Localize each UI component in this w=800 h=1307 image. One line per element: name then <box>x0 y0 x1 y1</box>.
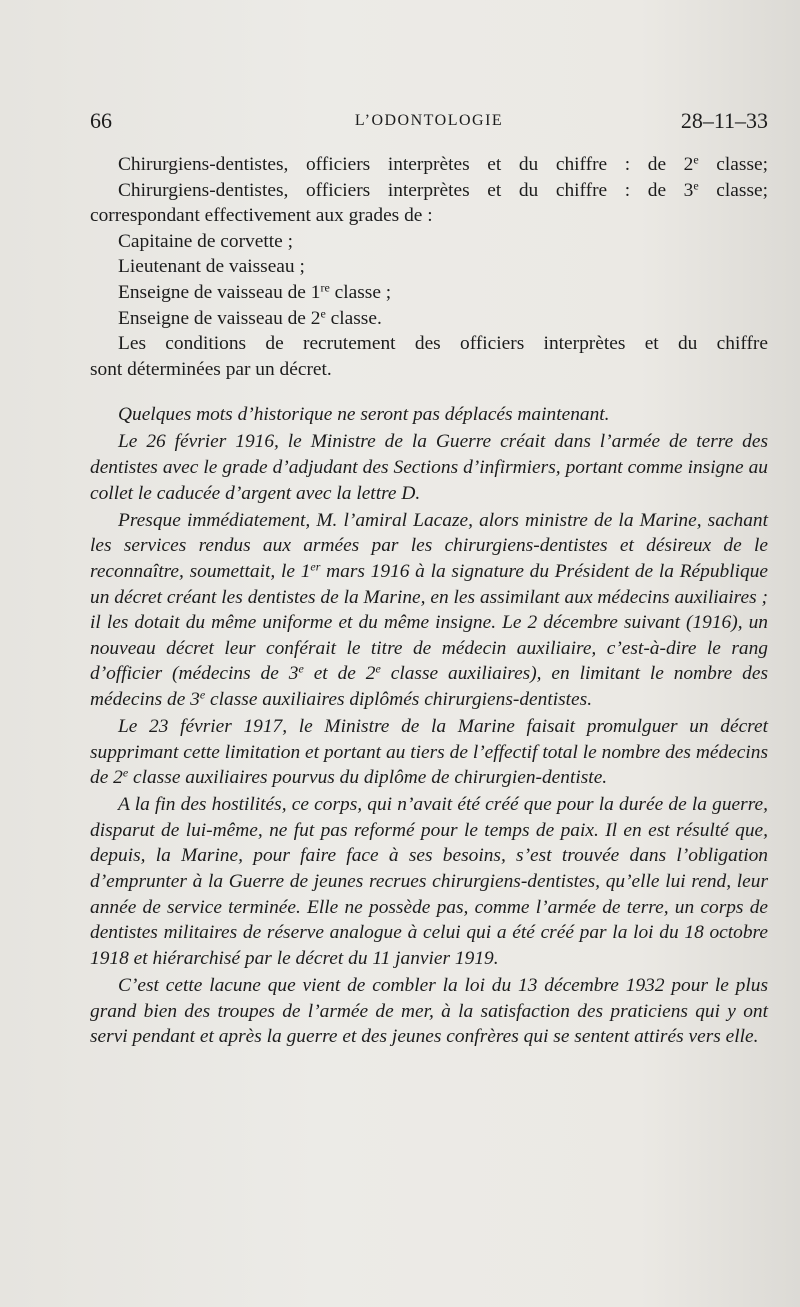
text-line: Enseigne de vaisseau de 1re classe ; <box>118 280 392 303</box>
paragraph: Le 23 février 1917, le Ministre de la Marine faisait promulguer un décret supprimant cette limitation et portant au tiers de l’effectif total le nombre des médecins de 2e classe auxiliaires pourvus du diplôme de chirurgien-dentiste. <box>90 715 768 789</box>
text-line: Les conditions de recrutement des officiers interprètes et du chiffre <box>118 333 768 355</box>
text-line: Capitaine de corvette ; <box>118 230 293 252</box>
issue-date: 28–11–33 <box>680 108 768 133</box>
text-line: Chirurgiens-dentistes, officiers interprètes et du chiffre : de 3e classe; <box>118 177 768 201</box>
paragraph: A la fin des hostilités, ce corps, qui n’avait été créé que pour la durée de la guerre, disparut de lui-même, ne fut pas reformé pour le temps de paix. Il en est résulté que, depuis, la Marine, pour faire face à ses besoins, s’est trouvée dans l’obligation d’emprunter à la Guerre de jeunes recrues chirurgiens-dentistes, qu’elle lui rend, leur année de service terminée. Elle ne possède pas, comme l’armée de terre, un corps de dentistes militaires de réserve analogue à celui qui a été créé par la loi du 18 octobre 1918 et hiérarchisé par le décret du 11 janvier 1919. <box>90 794 768 969</box>
text-line: Chirurgiens-dentistes, officiers interprètes et du chiffre : de 2e classe; <box>118 152 768 175</box>
paragraph: Le 26 février 1916, le Ministre de la Guerre créait dans l’armée de terre des dentistes avec le grade d’adjudant des Sections d’infirmiers, portant comme insigne au collet le caducée d’argent avec la lettre D. <box>90 431 768 504</box>
text-line: sont déterminées par un décret. <box>90 358 332 380</box>
text-line: Lieutenant de vaisseau ; <box>118 256 305 278</box>
running-header <box>90 108 768 138</box>
paragraph: C’est cette lacune que vient de combler la loi du 13 décembre 1932 pour le plus grand bien des troupes de l’armée de mer, à la satisfaction des praticiens qui y ont servi pendant et après la guerre et des jeunes confrères qui se sentent attirés vers elle. <box>90 974 768 1048</box>
paragraph: Presque immédiatement, M. l’amiral Lacaze, alors ministre de la Marine, sachant les services rendus aux armées par les chirurgiens-dentistes et désireux de le reconnaître, soumettait, le 1er mars 1916 à la signature du Président de la République un décret créant les dentistes de la Marine, en les assimilant aux médecins auxiliaires ; il les dotait du même uniforme et du même insigne. Le 2 décembre suivant (1916), un nouveau décret leur conférait le titre de médecin auxiliaire, c’est-à-dire le rang d’officier (médecins de 3e et de 2e classe auxiliaires), en limitant le nombre des médecins de 3e classe auxiliaires diplômés chirurgiens-dentistes. <box>90 509 769 710</box>
text-line: correspondant effectivement aux grades de : <box>90 205 433 227</box>
journal-title: L’ODONTOLOGIE <box>354 112 504 129</box>
page-number: 66 <box>90 108 112 133</box>
article-body <box>90 152 768 1051</box>
roman-section <box>90 152 768 382</box>
text-line: Enseigne de vaisseau de 2e classe. <box>118 305 382 329</box>
paragraph: Quelques mots d’historique ne seront pas déplacés maintenant. <box>118 404 610 426</box>
italic-section <box>90 402 768 1049</box>
